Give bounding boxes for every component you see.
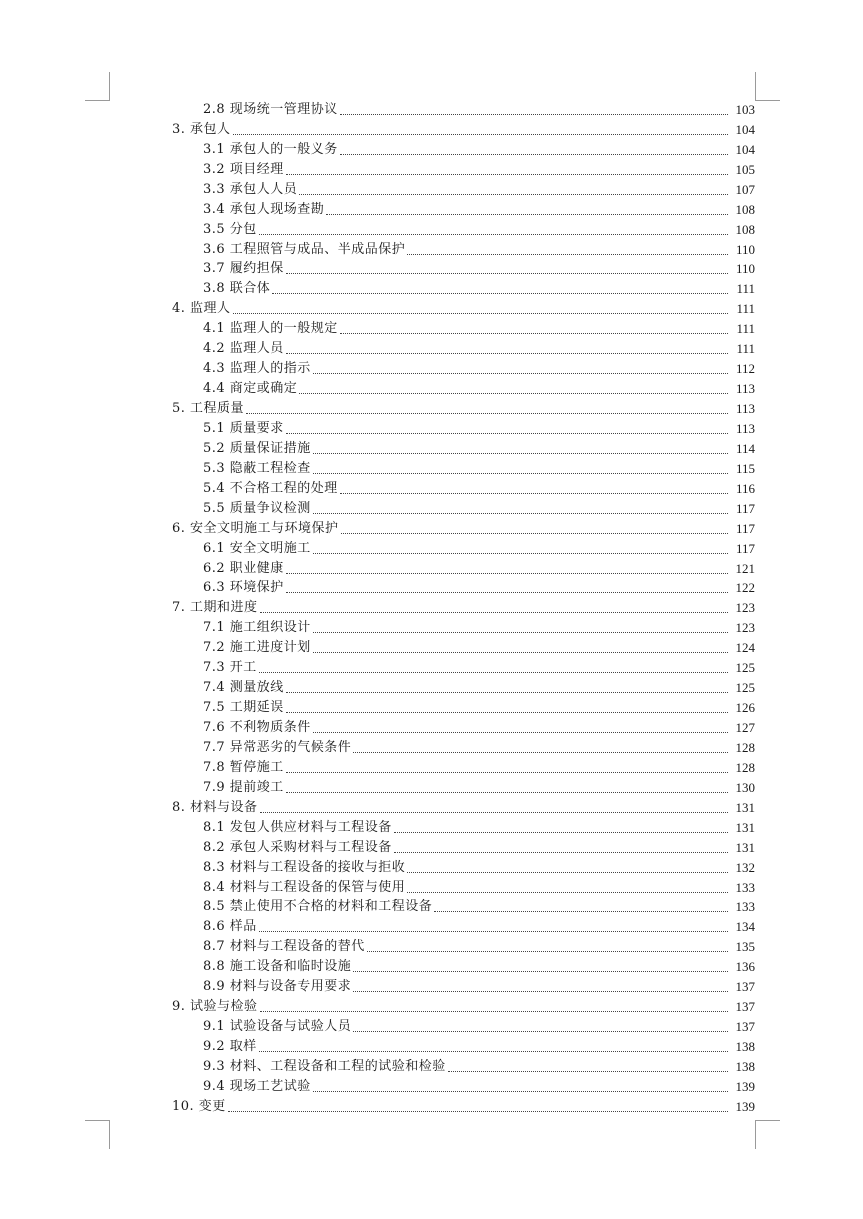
toc-entry-page-number: 104 [735,121,755,137]
toc-entry[interactable] [0,1075,863,1095]
toc-entry[interactable] [0,297,863,317]
toc-entry-title: 3.4 承包人现场查勘 [203,201,325,217]
toc-entry-page-number: 134 [735,919,755,935]
toc-entry[interactable] [0,417,863,437]
dot-leader [340,154,728,155]
dot-leader [233,134,728,135]
dot-leader [340,493,728,494]
toc-entry-page-number: 137 [735,1019,755,1035]
toc-entry-title: 9.2 取样 [203,1039,257,1054]
toc-entry[interactable] [0,537,863,557]
toc-entry-title: 7.2 施工进度计划 [203,640,311,656]
toc-entry-title: 3.7 履约担保 [203,261,284,277]
toc-entry-page-number: 111 [736,341,755,357]
toc-entry-page-number: 137 [735,979,755,995]
dot-leader [259,1051,728,1052]
toc-entry-title: 8.1 发包人供应材料与工程设备 [203,819,392,835]
toc-entry[interactable] [0,577,863,597]
toc-entry-title: 2.8 现场统一管理协议 [203,101,338,117]
toc-entry-page-number: 113 [735,401,755,416]
toc-entry[interactable] [0,158,863,178]
toc-entry-title: 8.4 材料与工程设备的保管与使用 [203,879,406,895]
dot-leader [259,234,728,235]
dot-leader [407,254,728,255]
dot-leader [286,433,728,434]
dot-leader [434,911,728,912]
toc-entry[interactable] [0,616,863,636]
toc-entry-page-number: 125 [735,660,755,676]
toc-entry[interactable] [0,796,863,816]
toc-entry-title: 6.3 环境保护 [203,580,284,596]
toc-entry-title: 7.8 暂停施工 [203,759,284,775]
dot-leader [286,353,728,354]
dot-leader [341,533,728,534]
toc-entry-title: 9.1 试验设备与试验人员 [203,1019,352,1035]
dot-leader [286,174,728,175]
toc-entry-page-number: 107 [735,181,755,197]
toc-entry[interactable] [0,896,863,916]
toc-entry-page-number: 127 [735,720,755,735]
dot-leader [299,194,728,195]
dot-leader [353,752,728,753]
toc-entry[interactable] [0,218,863,238]
toc-entry[interactable] [0,238,863,258]
toc-entry[interactable] [0,716,863,736]
toc-entry[interactable] [0,756,863,776]
dot-leader [286,712,728,713]
toc-entry-page-number: 138 [735,1039,755,1054]
dot-leader [313,652,728,653]
toc-entry-page-number: 114 [735,440,755,456]
toc-entry-page-number: 131 [735,839,755,855]
corner-mark-top-right [755,72,780,101]
toc-entry-page-number: 123 [735,600,755,616]
toc-entry[interactable] [0,457,863,477]
toc-entry-page-number: 110 [735,261,755,277]
toc-entry-title: 7.3 开工 [203,660,257,676]
dot-leader [326,214,728,215]
toc-entry-page-number: 115 [735,460,755,476]
toc-entry[interactable] [0,357,863,377]
toc-entry-page-number: 113 [735,381,755,397]
toc-entry-page-number: 131 [735,799,755,815]
corner-mark-bottom-right [755,1120,780,1149]
toc-entry[interactable] [0,477,863,497]
toc-entry[interactable] [0,198,863,218]
toc-entry-title: 8.8 施工设备和临时设施 [203,959,352,975]
toc-entry[interactable] [0,258,863,278]
toc-entry-title: 7.7 异常恶劣的气候条件 [203,739,352,755]
toc-entry[interactable] [0,736,863,756]
toc-entry-title: 8.9 材料与设备专用要求 [203,979,352,995]
toc-entry-title: 5.1 质量要求 [203,420,284,436]
dot-leader [260,1011,728,1012]
table-of-contents [0,98,863,1115]
toc-entry-page-number: 128 [735,739,755,755]
dot-leader [259,672,728,673]
toc-entry-title: 7.1 施工组织设计 [203,620,311,636]
toc-entry-title: 8. 材料与设备 [172,799,258,815]
dot-leader [448,1071,728,1072]
toc-entry-title: 3.8 联合体 [203,281,271,297]
toc-entry-title: 5.3 隐蔽工程检查 [203,460,311,476]
toc-entry-page-number: 117 [735,520,755,536]
toc-entry[interactable] [0,696,863,716]
toc-entry[interactable] [0,1015,863,1035]
dot-leader [286,792,728,793]
toc-entry-page-number: 137 [735,999,755,1015]
dot-leader [260,612,728,613]
toc-entry-page-number: 111 [736,281,755,297]
toc-entry-title: 3.3 承包人人员 [203,181,298,197]
toc-entry[interactable] [0,497,863,517]
dot-leader [353,971,728,972]
toc-entry[interactable] [0,995,863,1015]
toc-entry-title: 8.3 材料与工程设备的接收与拒收 [203,859,406,875]
toc-entry-title: 5.4 不合格工程的处理 [203,480,338,496]
dot-leader [286,273,728,274]
toc-entry-title: 4.2 监理人员 [203,341,284,357]
toc-entry-title: 7.5 工期延误 [203,700,284,716]
toc-entry-page-number: 126 [735,700,755,716]
toc-entry-title: 5.2 质量保证措施 [203,440,311,456]
dot-leader [299,393,728,394]
dot-leader [394,852,728,853]
toc-entry-title: 7.4 测量放线 [203,680,284,696]
toc-entry-title: 3.1 承包人的一般义务 [203,141,338,157]
toc-entry-page-number: 139 [735,1098,755,1114]
dot-leader [259,931,728,932]
dot-leader [340,333,728,334]
dot-leader [286,692,728,693]
toc-entry-title: 3. 承包人 [172,121,231,137]
toc-entry[interactable] [0,676,863,696]
toc-entry[interactable] [0,377,863,397]
toc-entry-title: 6.2 职业健康 [203,560,284,576]
dot-leader [313,453,728,454]
dot-leader [313,473,728,474]
toc-entry-title: 9. 试验与检验 [172,999,258,1015]
toc-entry[interactable] [0,816,863,836]
dot-leader [313,553,728,554]
toc-entry[interactable] [0,1055,863,1075]
dot-leader [313,732,728,733]
toc-entry-page-number: 138 [735,1058,755,1074]
toc-entry-title: 8.7 材料与工程设备的替代 [203,939,365,955]
dot-leader [313,632,728,633]
toc-entry-page-number: 111 [736,321,755,337]
toc-entry-page-number: 103 [735,101,755,117]
toc-entry-page-number: 113 [735,420,755,436]
toc-entry-title: 4.3 监理人的指示 [203,361,311,377]
dot-leader [233,313,728,314]
toc-entry[interactable] [0,397,863,417]
corner-mark-bottom-left [85,1120,110,1149]
toc-entry[interactable] [0,1035,863,1055]
toc-entry-page-number: 104 [735,141,755,157]
toc-entry-page-number: 125 [735,680,755,696]
toc-entry-title: 5.5 质量争议检测 [203,500,311,516]
toc-entry-page-number: 110 [735,241,755,257]
toc-entry[interactable] [0,437,863,457]
toc-entry-page-number: 132 [735,859,755,875]
toc-entry-title: 4.4 商定或确定 [203,381,298,397]
toc-entry[interactable] [0,1095,863,1115]
dot-leader [367,951,728,952]
toc-entry-title: 3.2 项目经理 [203,161,284,177]
toc-entry-title: 10. 变更 [172,1098,226,1114]
dot-leader [407,892,728,893]
toc-entry[interactable] [0,975,863,995]
toc-entry-page-number: 111 [736,301,755,317]
dot-leader [228,1111,728,1112]
toc-entry-page-number: 128 [735,759,755,775]
dot-leader [272,293,728,294]
toc-entry[interactable] [0,776,863,796]
dot-leader [394,832,728,833]
corner-mark-top-left [85,72,110,101]
toc-entry[interactable] [0,915,863,935]
toc-entry[interactable] [0,98,863,118]
toc-entry-page-number: 124 [735,640,755,656]
dot-leader [313,373,728,374]
toc-entry[interactable] [0,337,863,357]
toc-entry[interactable] [0,118,863,138]
toc-entry-title: 6.1 安全文明施工 [203,540,311,556]
toc-entry[interactable] [0,636,863,656]
toc-entry-page-number: 108 [735,201,755,217]
toc-entry-title: 9.4 现场工艺试验 [203,1078,311,1094]
toc-entry[interactable] [0,517,863,537]
toc-entry-page-number: 117 [735,540,755,556]
toc-entry-page-number: 136 [735,959,755,975]
toc-entry[interactable] [0,557,863,577]
dot-leader [286,772,728,773]
toc-entry-page-number: 139 [735,1078,755,1094]
toc-entry-title: 7. 工期和进度 [172,600,258,616]
toc-entry[interactable] [0,856,863,876]
dot-leader [260,812,728,813]
toc-entry-title: 8.2 承包人采购材料与工程设备 [203,839,392,855]
toc-entry-page-number: 112 [735,361,755,377]
toc-entry-page-number: 131 [735,819,755,835]
toc-entry-page-number: 108 [735,221,755,237]
toc-entry-page-number: 135 [735,939,755,955]
toc-entry-title: 8.5 禁止使用不合格的材料和工程设备 [203,899,433,915]
toc-entry[interactable] [0,955,863,975]
dot-leader [353,991,728,992]
toc-entry[interactable] [0,317,863,337]
toc-entry[interactable] [0,138,863,158]
toc-entry-title: 7.9 提前竣工 [203,779,284,795]
toc-entry[interactable] [0,178,863,198]
dot-leader [246,413,728,414]
toc-entry-title: 6. 安全文明施工与环境保护 [172,520,339,536]
dot-leader [286,592,728,593]
dot-leader [407,872,728,873]
toc-entry-page-number: 121 [735,560,755,576]
toc-entry[interactable] [0,277,863,297]
toc-entry-title: 8.6 样品 [203,919,257,935]
toc-entry-page-number: 123 [735,620,755,636]
toc-entry[interactable] [0,935,863,955]
toc-entry-title: 4.1 监理人的一般规定 [203,321,338,337]
toc-entry-title: 3.5 分包 [203,221,257,237]
toc-entry-page-number: 133 [735,879,755,895]
toc-entry-page-number: 133 [735,899,755,915]
dot-leader [353,1031,728,1032]
toc-entry[interactable] [0,656,863,676]
dot-leader [313,1091,728,1092]
dot-leader [313,513,728,514]
toc-entry-title: 7.6 不利物质条件 [203,720,311,735]
dot-leader [340,114,728,115]
toc-entry-title: 5. 工程质量 [172,401,245,416]
dot-leader [286,573,728,574]
toc-entry-page-number: 130 [735,779,755,795]
toc-entry[interactable] [0,876,863,896]
toc-entry-title: 9.3 材料、工程设备和工程的试验和检验 [203,1058,446,1074]
toc-entry[interactable] [0,836,863,856]
toc-entry[interactable] [0,596,863,616]
toc-entry-title: 4. 监理人 [172,301,231,317]
toc-entry-page-number: 117 [735,500,755,516]
toc-entry-title: 3.6 工程照管与成品、半成品保护 [203,241,406,257]
toc-entry-page-number: 116 [735,480,755,496]
toc-entry-page-number: 105 [735,161,755,177]
toc-entry-page-number: 122 [735,580,755,596]
